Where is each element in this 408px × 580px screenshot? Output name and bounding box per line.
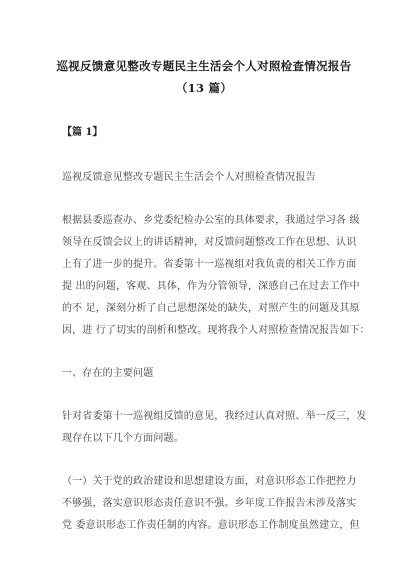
- paragraph-line: 党 委意识形态工作责任制的内容。意识形态工作制度虽然建立，但: [62, 520, 360, 531]
- document-subtitle: 巡视反馈意见整改专题民主生活会个人对照检查情况报告: [62, 172, 316, 183]
- paragraph-line: （一）关于党的政治建设和思想建设方面，对意识形态工作把控力: [62, 476, 357, 487]
- document-title-count: （13 篇）: [175, 81, 233, 95]
- paragraph-line: 因，进 行了切实的剖析和整改。现将我个人对照检查情况报告如下：: [62, 325, 370, 336]
- paragraph-line: 现存在以下几个方面问题。: [62, 433, 184, 444]
- paragraph-line: 的不 足，深刻分析了自己思想深处的缺失，对照产生的问题及其原: [62, 303, 360, 314]
- section-heading: 一、存在的主要问题: [62, 368, 154, 379]
- paragraph-line: 根据县委巡查办、乡党委纪检办公室的具体要求，我通过学习各 级: [62, 215, 360, 226]
- section-tag: 【篇 1】: [62, 127, 103, 138]
- document-title: 巡视反馈意见整改专题民主生活会个人对照检查情况报告: [56, 59, 352, 73]
- paragraph-line: 领导在反馈会议上的讲话精神，对反馈问题整改工作在思想、认识: [62, 237, 357, 248]
- paragraph-line: 不够强，落实意识形态责任意识不强。乡年度工作报告未涉及落实: [62, 498, 357, 509]
- paragraph-line: 上有了进一步的提升。省委第十一巡视组对我负责的相关工作方面: [62, 259, 357, 270]
- paragraph-line: 针对省委第十一巡视组反馈的意见，我经过认真对照、举一反三，发: [62, 411, 367, 422]
- paragraph-line: 提 出的问题，客观、具体，作为分管领导，深感自己在过去工作中: [62, 281, 360, 292]
